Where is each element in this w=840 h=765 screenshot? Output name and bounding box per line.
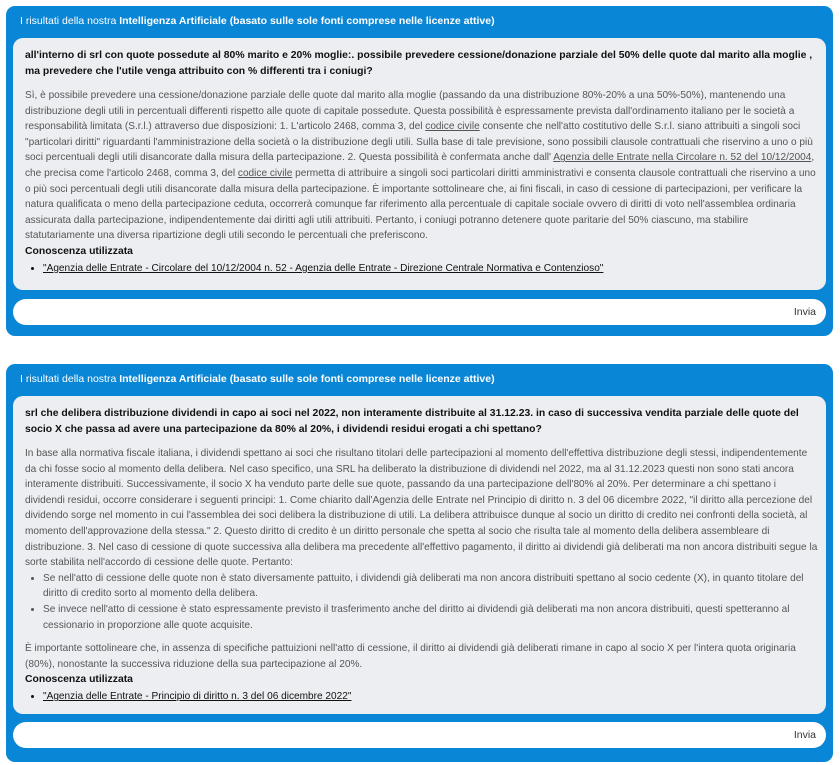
knowledge-title: Conoscenza utilizzata — [25, 245, 133, 257]
question-text: srl che delibera distribuzione dividendi in capo ai soci nel 2022, non interamente distribuite al 31.12.23. in caso di successiva vendita parziale delle quote del socio X che passa ad avere una partecipazione da 80% al 20%, i dividendi residui erogati a chi spettano? — [25, 408, 799, 435]
send-button[interactable]: Invia — [793, 306, 816, 318]
header-prefix: I risultati della nostra — [20, 373, 120, 385]
bullet-item: • Se invece nell'atto di cessione è stato espressamente previsto il trasferimento anche del diritto ai dividendi già deliberati ma non ancora distribuiti, questi spetteranno al cessionario in proporzione alle quote acquisite. — [43, 602, 818, 633]
answer-panel — [13, 396, 826, 714]
chat-input[interactable] — [13, 299, 826, 325]
answer-part: Sì, è possibile prevedere una cessione/donazione parziale delle quote dal marito alla moglie (passando da una distribuzione 80%-20% a una 50%-50%), mantenendo una distribuzione degli utili in percentuali differenti rispetto alle quote di capitale possedute. Questa possibilità è espressamente prevista dall'ordinamento italiano per le società a responsabilità limitata (S.r.l.) attraverso due disposizioni: 1. L'articolo 2468, comma 3, del — [25, 90, 795, 133]
answer-part: , che precisa come l'articolo 2468, comma 3, del — [25, 152, 815, 179]
chat-input[interactable] — [13, 722, 826, 748]
card-header — [6, 6, 833, 36]
card-header — [6, 364, 833, 394]
codice-civile-link[interactable]: codice civile — [237, 167, 293, 179]
result-card-2 — [6, 364, 833, 762]
bullet-item: • Se nell'atto di cessione delle quote non è stato diversamente pattuito, i dividendi già deliberati ma non ancora distribuiti spettano al socio cedente (X), in quanto titolare del diritto di credito sorto al momento della delibera. — [43, 571, 818, 602]
conclusion-text: È importante sottolineare che, in assenza di specifiche pattuizioni nell'atto di cessione, il diritto ai dividendi già deliberati rimane in capo al socio X per l'intera quota originaria (80%), nonostante la successiva riduzione della sua partecipazione al 20%. — [25, 643, 796, 670]
sources-list — [25, 689, 818, 705]
knowledge-title: Conoscenza utilizzata — [25, 674, 133, 686]
header-prefix: I risultati della nostra — [20, 15, 120, 27]
source-item[interactable] — [43, 689, 818, 705]
source-link[interactable]: "Agenzia delle Entrate - Principio di diritto n. 3 del 06 dicembre 2022" — [43, 691, 352, 703]
answer-panel — [13, 38, 826, 290]
source-item[interactable] — [43, 261, 818, 277]
sources-list — [25, 261, 818, 277]
send-button[interactable]: Invia — [793, 729, 816, 741]
circolare-link[interactable]: Agenzia delle Entrate nella Circolare n. 52 del 10/12/2004 — [553, 152, 812, 164]
answer-text — [25, 88, 818, 244]
answer-part: consente che nell'atto costitutivo delle S.r.l. siano attribuiti a singoli soci "particolari diritti" riguardanti l'amministrazione della società o la distribuzione degli utili. Sulla base di tale previsione, sono possibili clausole contrattuali che riservino a uno o più soci percentuali degli utili disancorate dalla misura della partecipazione. 2. Questa possibilità è confermata anche dall' — [25, 121, 813, 164]
answer-part: permetta di attribuire a singoli soci particolari diritti amministrativi e consenta clausole contrattuali che riservino a uno o più soci percentuali degli utili disancorate dalla misura della partecipazione. È importante sottolineare che, ai fini fiscali, in caso di cessione di partecipazioni, per verificare la natura qualificata o meno della partecipazione ceduta, occorrerà comunque far riferimento alla percentuale di capitale sociale ovvero di diritti di voto nell'assemblea ordinaria assicurata dalla partecipazione, indipendentemente dai diritti agli utili attribuiti. Pertanto, i coniugi potranno detenere quote paritarie del 50% ciascuno, ma stabilire statutariamente una diversa ripartizione degli utili secondo le percentuali che preferiscono. — [25, 167, 816, 242]
codice-civile-link[interactable]: codice civile — [425, 121, 480, 133]
header-bold: Intelligenza Artificiale (basato sulle sole fonti comprese nelle licenze attive) — [119, 15, 495, 27]
answer-bullets — [25, 571, 818, 633]
result-card-1 — [6, 6, 833, 336]
source-link[interactable]: "Agenzia delle Entrate - Circolare del 10/12/2004 n. 52 - Agenzia delle Entrate - Direzione Centrale Normativa e Contenzioso" — [43, 262, 604, 274]
answer-text: In base alla normativa fiscale italiana, i dividendi spettano ai soci che risultano titolari delle partecipazioni al momento dell'effettiva distribuzione degli stessi, indipendentemente da chi fosse socio al momento della delibera. Nel caso specifico, una SRL ha deliberato la distribuzione di dividendi nel 2022, ma al 31.12.2023 questi non sono stati ancora interamente distribuiti. Successivamente, il socio X ha venduto parte delle sue quote, passando da una partecipazione dell'80% al 20%. Per determinare a chi spettano i dividendi residui, occorre considerare i seguenti principi: 1. Come chiarito dall'Agenzia delle Entrate nel Principio di diritto n. 3 del 06 dicembre 2022, "il diritto alla percezione del dividendo sorge nel momento in cui l'assemblea dei soci delibera la distribuzione di utili. La delibera attribuisce dunque al socio un diritto di credito nei confronti della società, al momento dell'approvazione della stessa." 2. Questo diritto di credito è un diritto personale che spetta al socio che risulta tale al momento della delibera assembleare di distribuzione. 3. Nel caso di cessione di quote successiva alla delibera ma precedente all'effettivo pagamento, il diritto ai dividendi già deliberati ma non ancora distribuiti segue la sorte stabilita nell'accordo di cessione delle quote. Pertanto: — [25, 448, 818, 569]
header-bold: Intelligenza Artificiale (basato sulle sole fonti comprese nelle licenze attive) — [119, 373, 495, 385]
question-text: all'interno di srl con quote possedute al 80% marito e 20% moglie:. possibile prevedere cessione/donazione parziale del 50% delle quote dal marito alla moglie , ma prevedere che l'utile venga attribuito con % differenti tra i coniugi? — [25, 50, 813, 77]
